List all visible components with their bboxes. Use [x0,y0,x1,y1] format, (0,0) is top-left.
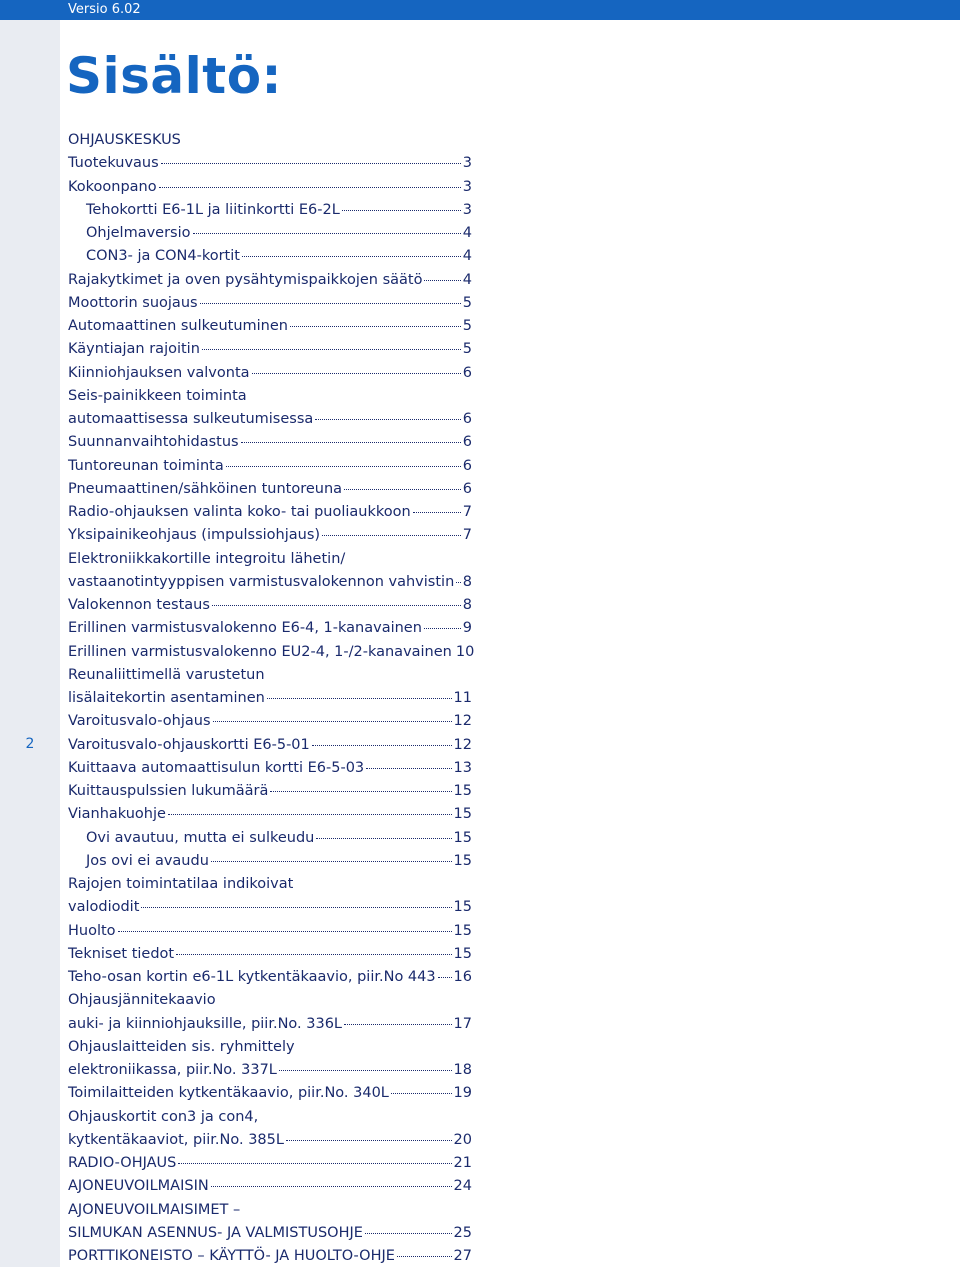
toc-entry-page: 5 [462,318,472,334]
toc-entry-page: 15 [453,783,472,799]
toc-entry-title: CON3- ja CON4-kortit [86,248,240,265]
toc-entry[interactable] [68,920,472,943]
toc-entry[interactable] [68,338,472,361]
toc-dot-leader [366,768,451,769]
toc-entry-title: Erillinen varmistusvalokenno EU2-4, 1-/2-kanavainen [68,643,452,660]
toc-entry-title: Tehokortti E6-1L ja liitinkortti E6-2L [86,201,340,218]
toc-entry-page: 19 [453,1085,472,1102]
toc-entry-page: 6 [462,364,472,381]
toc-entry[interactable] [68,129,472,152]
toc-entry[interactable] [68,152,472,175]
toc-dot-leader [226,466,461,467]
toc-entry-title: RADIO-OHJAUS [68,1155,177,1171]
toc-entry[interactable] [68,873,472,896]
toc-dot-leader [159,187,461,188]
toc-dot-leader [168,814,452,815]
toc-entry-page: 10 [455,643,475,660]
toc-entry-page: 11 [453,690,472,706]
table-of-contents [68,129,475,1267]
toc-entry-page: 7 [462,504,472,520]
toc-entry-page: 15 [453,899,472,916]
toc-entry-title: kytkentäkaaviot, piir.No. 385L [68,1131,284,1148]
toc-dot-leader [424,628,461,629]
toc-entry-title: SILMUKAN ASENNUS- JA VALMISTUSOHJE [68,1224,363,1241]
toc-dot-leader [213,721,452,722]
toc-entry-title: Ohjauslaitteiden sis. ryhmittely [68,1038,295,1055]
toc-entry-title: Radio-ohjauksen valinta koko- tai puoliaukkoon [68,504,411,520]
version-label: Versio 6.02 [68,2,141,17]
toc-entry[interactable] [68,524,472,547]
toc-entry-page: 4 [462,248,472,265]
toc-dot-leader [267,698,452,699]
toc-entry[interactable] [68,501,472,524]
toc-entry[interactable] [68,780,472,803]
toc-dot-leader [342,210,461,211]
toc-entry-page: 21 [453,1155,472,1171]
toc-entry-page: 6 [462,480,472,497]
toc-dot-leader [391,1093,452,1094]
toc-entry[interactable] [68,1106,472,1129]
toc-entry[interactable] [68,1222,472,1245]
toc-entry[interactable] [68,315,472,338]
toc-entry-title: Rajakytkimet ja oven pysähtymispaikkojen säätö [68,271,423,288]
toc-entry[interactable] [68,222,472,245]
toc-dot-leader [176,954,451,955]
toc-entry-page: 4 [462,271,472,288]
toc-dot-leader [178,1163,451,1164]
toc-entry-page: 16 [453,969,472,985]
toc-entry-page: 27 [453,1248,472,1264]
toc-entry[interactable] [68,803,472,826]
toc-entry-page: 15 [453,806,472,823]
toc-entry-title: vastaanotintyyppisen varmistusvalokennon vahvistin [68,573,455,590]
toc-entry[interactable] [68,896,472,919]
toc-entry-title: Tekniset tiedot [68,945,175,962]
toc-entry-title: Tuotekuvaus [68,155,159,172]
toc-entry-title: elektroniikassa, piir.No. 337L [68,1062,277,1078]
toc-entry-title: automaattisessa sulkeutumisessa [68,411,314,427]
toc-entry-title: Kokoonpano [68,178,157,195]
toc-entry[interactable] [68,1129,472,1152]
toc-entry[interactable] [68,1152,472,1175]
toc-entry-title: Moottorin suojaus [68,294,198,311]
toc-entry[interactable] [68,687,472,710]
toc-entry[interactable] [68,245,472,268]
toc-entry[interactable] [68,734,472,757]
toc-dot-leader [202,349,461,350]
toc-entry-title: Huolto [68,922,116,939]
toc-entry-page: 3 [462,155,472,172]
toc-entry[interactable] [68,710,472,733]
toc-entry-page: 3 [462,178,472,195]
toc-entry-page: 3 [462,201,472,218]
toc-entry[interactable] [68,292,472,315]
toc-entry[interactable] [68,641,475,664]
page-number: 2 [25,736,35,752]
toc-entry-title: Elektroniikkakortille integroitu lähetin/ [68,550,346,567]
toc-entry[interactable] [68,478,472,501]
toc-entry-title: Reunaliittimellä varustetun [68,666,265,683]
toc-dot-leader [438,977,452,978]
page-title: Sisältö: [66,47,283,105]
toc-entry-title: Ohjausjännitekaavio [68,992,216,1009]
toc-dot-leader [312,745,452,746]
toc-dot-leader [456,582,461,583]
toc-entry-page: 8 [462,573,472,590]
toc-entry[interactable] [68,431,472,454]
toc-entry[interactable] [68,989,472,1012]
toc-entry-page: 4 [462,225,472,241]
toc-entry[interactable] [68,176,472,199]
toc-entry[interactable] [68,850,472,873]
toc-dot-leader [322,535,461,536]
toc-entry-title: AJONEUVOILMAISIN [68,1178,209,1195]
toc-entry-title: Automaattinen sulkeutuminen [68,318,288,334]
toc-entry[interactable] [68,385,472,408]
toc-dot-leader [252,373,461,374]
toc-entry[interactable] [68,571,472,594]
toc-entry-title: Valokennon testaus [68,597,210,613]
toc-entry-title: Toimilaitteiden kytkentäkaavio, piir.No. 340L [68,1085,389,1102]
toc-entry-page: 12 [453,713,472,730]
toc-entry-title: Ohjelmaversio [86,225,191,241]
toc-entry-title: Käyntiajan rajoitin [68,341,200,358]
toc-dot-leader [315,419,460,420]
toc-entry-title: Varoitusvalo-ohjauskortti E6-5-01 [68,736,310,753]
toc-dot-leader [241,442,461,443]
toc-entry[interactable] [68,966,472,989]
toc-entry[interactable] [68,1036,472,1059]
toc-entry-page: 15 [453,945,472,962]
toc-entry-title: Rajojen toimintatilaa indikoivat [68,876,294,892]
toc-entry-page: 5 [462,341,472,358]
toc-entry[interactable] [68,408,472,431]
toc-entry[interactable] [68,548,472,571]
toc-entry-page: 25 [453,1224,472,1241]
toc-entry-title: PORTTIKONEISTO – KÄYTTÖ- JA HUOLTO-OHJE [68,1248,395,1264]
toc-entry-title: Tuntoreunan toiminta [68,457,224,474]
toc-dot-leader [141,907,451,908]
toc-entry[interactable] [68,455,472,478]
toc-entry-title: AJONEUVOILMAISIMET – [68,1201,241,1218]
toc-entry[interactable] [68,757,472,780]
toc-entry-title: Kuittauspulssien lukumäärä [68,783,269,799]
toc-entry-page: 6 [462,434,472,451]
toc-entry-title: Kuittaava automaattisulun kortti E6-5-03 [68,759,365,776]
toc-entry-page: 17 [453,1015,472,1032]
toc-dot-leader [161,163,461,164]
toc-entry[interactable] [68,1082,472,1105]
toc-entry-page: 6 [462,411,472,427]
toc-dot-leader [242,256,461,257]
side-margin [0,20,60,1267]
toc-entry-title: lisälaitekortin asentaminen [68,690,265,706]
toc-dot-leader [290,326,461,327]
toc-dot-leader [365,1233,452,1234]
toc-entry-title: Erillinen varmistusvalokenno E6-4, 1-kanavainen [68,620,422,637]
toc-entry[interactable] [68,617,472,640]
toc-dot-leader [270,791,451,792]
toc-entry-title: Yksipainikeohjaus (impulssiohjaus) [68,527,321,544]
toc-dot-leader [344,1024,452,1025]
toc-dot-leader [200,303,461,304]
toc-entry[interactable] [68,199,472,222]
toc-dot-leader [193,233,461,234]
toc-entry-title: Seis-painikkeen toiminta [68,387,247,404]
toc-entry[interactable] [68,1059,472,1082]
toc-entry-page: 12 [453,736,472,753]
toc-entry-page: 5 [462,294,472,311]
toc-entry-title: Ovi avautuu, mutta ei sulkeudu [86,829,315,846]
toc-dot-leader [316,838,451,839]
toc-entry[interactable] [68,594,472,617]
toc-entry-title: Kiinniohjauksen valvonta [68,364,250,381]
toc-dot-leader [279,1070,452,1071]
toc-entry-page: 24 [453,1178,472,1195]
toc-entry-title: Teho-osan kortin e6-1L kytkentäkaavio, piir.No 443 [68,969,436,985]
toc-entry-title: auki- ja kiinniohjauksille, piir.No. 336L [68,1015,343,1032]
toc-entry[interactable] [68,1013,472,1036]
toc-dot-leader [211,1186,452,1187]
toc-dot-leader [286,1140,452,1141]
toc-entry[interactable] [68,1175,472,1198]
toc-dot-leader [212,605,461,606]
toc-entry-page: 15 [453,829,472,846]
toc-entry-title: valodiodit [68,899,140,916]
toc-entry[interactable] [68,664,472,687]
toc-entry-page: 8 [462,597,472,613]
header-bar [0,0,960,20]
toc-entry-title: Vianhakuohje [68,806,166,823]
toc-entry-page: 20 [453,1131,472,1148]
toc-entry[interactable] [68,1199,472,1222]
toc-entry-title: Varoitusvalo-ohjaus [68,713,211,730]
toc-entry[interactable] [68,269,472,292]
toc-entry-page: 15 [453,852,472,869]
toc-dot-leader [413,512,461,513]
toc-entry-page: 9 [462,620,472,637]
toc-entry-page: 6 [462,457,472,474]
toc-entry-title: Pneumaattinen/sähköinen tuntoreuna [68,480,343,497]
toc-entry-title: OHJAUSKESKUS [68,132,181,148]
toc-dot-leader [397,1256,452,1257]
toc-entry[interactable] [68,827,472,850]
toc-entry[interactable] [68,1245,472,1267]
toc-entry-page: 13 [453,759,472,776]
toc-entry-title: Ohjauskortit con3 ja con4, [68,1108,259,1125]
toc-dot-leader [344,489,461,490]
toc-dot-leader [211,861,452,862]
toc-entry[interactable] [68,362,472,385]
toc-entry-page: 15 [453,922,472,939]
toc-dot-leader [118,931,452,932]
toc-entry[interactable] [68,943,472,966]
toc-entry-page: 18 [453,1062,472,1078]
toc-entry-title: Jos ovi ei avaudu [86,852,209,869]
toc-entry-title: Suunnanvaihtohidastus [68,434,239,451]
toc-dot-leader [424,280,460,281]
toc-entry-page: 7 [462,527,472,544]
